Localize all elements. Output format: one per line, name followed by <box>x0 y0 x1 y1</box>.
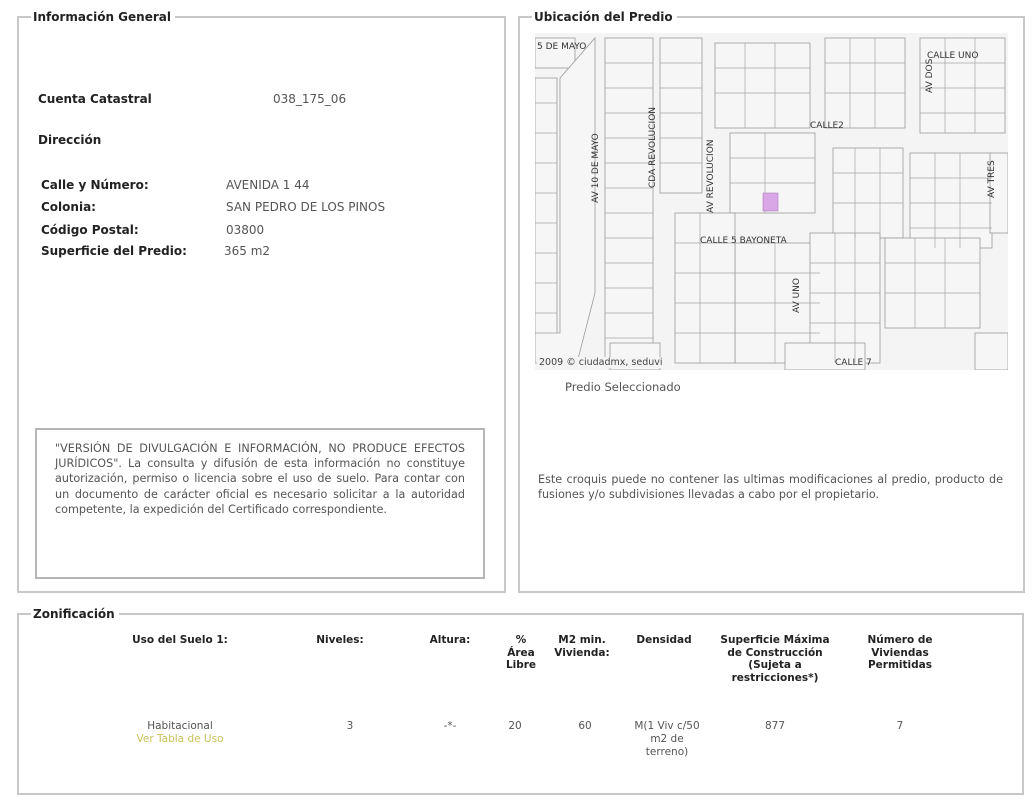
cell-uso-suelo <box>100 720 260 746</box>
cell-altura: -*- <box>443 720 457 732</box>
codigo-postal-value: 03800 <box>226 223 265 237</box>
svg-text:AV 10 DE MAYO: AV 10 DE MAYO <box>591 133 601 203</box>
predio-seleccionado-caption: Predio Seleccionado <box>565 380 681 394</box>
header-area-libre: % Área Libre <box>505 634 537 671</box>
direccion-label: Dirección <box>38 133 102 147</box>
svg-text:AV REVOLUCION: AV REVOLUCION <box>706 139 716 213</box>
cell-m2-min: 60 <box>578 720 592 732</box>
cuenta-catastral-value: 038_175_06 <box>273 92 347 106</box>
superficie-predio-label: Superficie del Predio: <box>41 244 187 258</box>
cell-area-libre: 20 <box>508 720 522 732</box>
svg-text:CALLE 5 BAYONETA: CALLE 5 BAYONETA <box>700 236 787 246</box>
svg-text:AV TRES: AV TRES <box>987 160 997 198</box>
header-superficie-maxima: Superficie Máxima de Construcción (Sujeta a restricciones*) <box>720 634 830 684</box>
calle-numero-value: AVENIDA 1 44 <box>226 178 310 192</box>
svg-text:CALLE UNO: CALLE UNO <box>927 51 979 61</box>
cell-superficie-maxima: 877 <box>764 720 786 732</box>
location-map[interactable] <box>535 33 1008 370</box>
svg-text:AV DOS: AV DOS <box>925 58 935 93</box>
svg-text:CDA REVOLUCION: CDA REVOLUCION <box>648 106 658 188</box>
croquis-disclaimer: Este croquis puede no contener las ultimas modificaciones al predio, producto de fusiones y/o subdivisiones llevadas a cabo por el propietario. <box>538 473 1003 501</box>
svg-text:AV UNO: AV UNO <box>792 277 802 313</box>
header-uso-suelo: Uso del Suelo 1: <box>132 634 228 646</box>
cell-niveles: 3 <box>346 720 354 732</box>
ver-tabla-uso-link[interactable]: Ver Tabla de Uso <box>136 733 224 745</box>
cell-densidad: M(1 Viv c/50 m2 de terreno) <box>634 720 700 758</box>
codigo-postal-label: Código Postal: <box>41 223 139 237</box>
ubicacion-predio-legend: Ubicación del Predio <box>532 9 677 25</box>
header-numero-viviendas: Número de Viviendas Permitidas <box>867 634 933 671</box>
legal-notice-text: "VERSIÓN DE DIVULGACIÓN E INFORMACIÓN, NO PRODUCE EFECTOS JURÍDICOS". La consulta y difusión de esta información no constituye autorización, permiso o licencia sobre el uso de suelo. Para contar con un documento de carácter oficial es necesario solicitar a la autoridad competente, la expedición del Certificado correspondiente. <box>55 442 465 516</box>
colonia-value: SAN PEDRO DE LOS PINOS <box>226 200 386 214</box>
svg-text:5 DE MAYO: 5 DE MAYO <box>537 42 587 52</box>
svg-text:CALLE2: CALLE2 <box>810 121 844 131</box>
zonificacion-legend: Zonificación <box>31 606 119 622</box>
cuenta-catastral-label: Cuenta Catastral <box>38 92 152 106</box>
header-altura: Altura: <box>429 634 471 646</box>
superficie-predio-value: 365 m2 <box>224 244 271 258</box>
informacion-general-legend: Información General <box>31 9 175 25</box>
selected-parcel <box>763 193 778 211</box>
calle-numero-label: Calle y Número: <box>41 178 149 192</box>
cell-numero-viviendas: 7 <box>896 720 904 732</box>
uso-suelo-value: Habitacional <box>147 720 213 732</box>
colonia-label: Colonia: <box>41 200 96 214</box>
header-m2-min: M2 min. Vivienda: <box>554 634 610 659</box>
map-canvas <box>535 33 1008 370</box>
svg-text:CALLE 7: CALLE 7 <box>835 358 872 368</box>
map-copyright: 2009 © ciudadmx, seduvi <box>539 357 663 368</box>
legal-notice-box <box>35 428 485 579</box>
header-niveles: Niveles: <box>316 634 364 646</box>
header-densidad: Densidad <box>636 634 692 646</box>
